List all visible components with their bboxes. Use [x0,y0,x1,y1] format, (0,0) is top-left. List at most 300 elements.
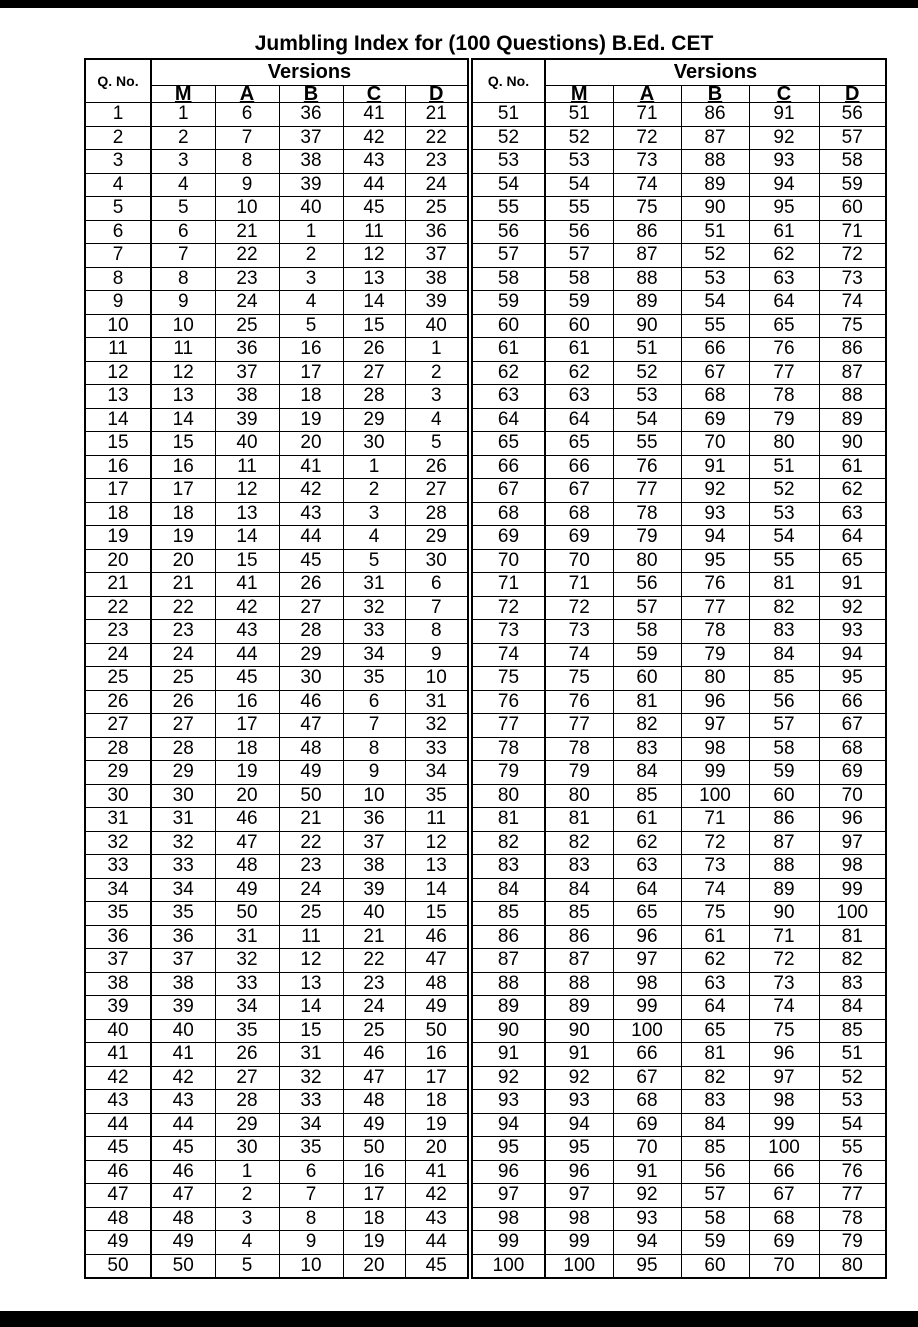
question-number-cell: 33 [85,855,151,879]
version-b-cell: 89 [681,173,749,197]
version-a-cell: 67 [613,1066,681,1090]
version-c-cell: 51 [749,455,819,479]
version-a-cell: 13 [215,502,279,526]
version-c-cell: 28 [343,385,405,409]
version-m-cell: 22 [151,596,215,620]
version-b-cell: 65 [681,1019,749,1043]
version-m-cell: 92 [545,1066,613,1090]
table-body-left [85,103,468,1279]
version-d-cell: 42 [405,1184,468,1208]
version-a-cell: 58 [613,620,681,644]
version-b-cell: 61 [681,925,749,949]
version-a-cell: 82 [613,714,681,738]
version-a-cell: 83 [613,737,681,761]
table-row [85,1090,468,1114]
version-d-cell: 59 [819,173,886,197]
version-d-cell: 81 [819,925,886,949]
version-b-cell: 14 [279,996,343,1020]
version-m-cell: 75 [545,667,613,691]
version-a-cell: 50 [215,902,279,926]
version-b-cell: 85 [681,1137,749,1161]
version-b-cell: 90 [681,197,749,221]
question-number-cell: 89 [472,996,545,1020]
version-b-cell: 12 [279,949,343,973]
version-header-b: B [681,86,749,103]
version-m-cell: 58 [545,267,613,291]
table-row [472,620,886,644]
table-row [85,761,468,785]
version-d-cell: 18 [405,1090,468,1114]
version-m-cell: 77 [545,714,613,738]
table-row [85,549,468,573]
version-a-cell: 46 [215,808,279,832]
version-c-cell: 52 [749,479,819,503]
version-m-cell: 66 [545,455,613,479]
question-number-cell: 95 [472,1137,545,1161]
version-b-cell: 27 [279,596,343,620]
version-d-cell: 32 [405,714,468,738]
version-c-cell: 88 [749,855,819,879]
table-row [472,878,886,902]
version-d-cell: 67 [819,714,886,738]
version-b-cell: 91 [681,455,749,479]
table-row [472,173,886,197]
version-a-cell: 56 [613,573,681,597]
version-d-cell: 85 [819,1019,886,1043]
version-c-cell: 63 [749,267,819,291]
version-m-cell: 51 [545,103,613,127]
version-c-cell: 76 [749,338,819,362]
version-b-cell: 35 [279,1137,343,1161]
version-b-cell: 46 [279,690,343,714]
table-row [85,1137,468,1161]
version-m-cell: 44 [151,1113,215,1137]
version-b-cell: 51 [681,220,749,244]
version-m-cell: 40 [151,1019,215,1043]
version-a-cell: 81 [613,690,681,714]
table-row [472,1043,886,1067]
table-row [85,126,468,150]
table-row [472,831,886,855]
version-b-cell: 96 [681,690,749,714]
version-b-cell: 92 [681,479,749,503]
version-b-cell: 99 [681,761,749,785]
question-number-cell: 5 [85,197,151,221]
version-m-cell: 21 [151,573,215,597]
version-a-cell: 9 [215,173,279,197]
version-a-cell: 47 [215,831,279,855]
version-d-cell: 52 [819,1066,886,1090]
version-c-cell: 74 [749,996,819,1020]
version-d-cell: 87 [819,361,886,385]
version-c-cell: 49 [343,1113,405,1137]
version-a-cell: 95 [613,1254,681,1278]
question-number-cell: 14 [85,408,151,432]
version-b-cell: 20 [279,432,343,456]
version-a-cell: 5 [215,1254,279,1278]
version-c-cell: 22 [343,949,405,973]
version-d-cell: 29 [405,526,468,550]
question-number-cell: 18 [85,502,151,526]
version-c-cell: 13 [343,267,405,291]
version-a-cell: 75 [613,197,681,221]
version-c-cell: 68 [749,1207,819,1231]
version-m-cell: 86 [545,925,613,949]
version-d-cell: 97 [819,831,886,855]
version-c-cell: 65 [749,314,819,338]
table-row [85,1254,468,1278]
version-a-cell: 51 [613,338,681,362]
version-m-cell: 30 [151,784,215,808]
table-row [472,526,886,550]
version-b-cell: 79 [681,643,749,667]
version-b-cell: 69 [681,408,749,432]
version-c-cell: 54 [749,526,819,550]
version-d-cell: 54 [819,1113,886,1137]
table-body-right [472,103,886,1279]
version-d-cell: 62 [819,479,886,503]
version-a-cell: 33 [215,972,279,996]
version-b-cell: 43 [279,502,343,526]
version-m-cell: 96 [545,1160,613,1184]
qno-header: Q. No. [85,59,151,103]
question-number-cell: 63 [472,385,545,409]
version-m-cell: 55 [545,197,613,221]
table-row [85,784,468,808]
question-number-cell: 87 [472,949,545,973]
version-c-cell: 36 [343,808,405,832]
table-row [472,1066,886,1090]
version-m-cell: 37 [151,949,215,973]
version-c-cell: 26 [343,338,405,362]
table-row [85,408,468,432]
version-m-cell: 42 [151,1066,215,1090]
version-a-cell: 38 [215,385,279,409]
version-a-cell: 69 [613,1113,681,1137]
version-m-cell: 72 [545,596,613,620]
version-a-cell: 96 [613,925,681,949]
version-a-cell: 32 [215,949,279,973]
version-d-cell: 22 [405,126,468,150]
version-d-cell: 69 [819,761,886,785]
table-row [472,479,886,503]
question-number-cell: 92 [472,1066,545,1090]
version-m-cell: 5 [151,197,215,221]
version-c-cell: 45 [343,197,405,221]
version-c-cell: 93 [749,150,819,174]
version-b-cell: 77 [681,596,749,620]
version-c-cell: 100 [749,1137,819,1161]
version-c-cell: 41 [343,103,405,127]
version-a-cell: 71 [613,103,681,127]
table-row [85,1043,468,1067]
version-b-cell: 82 [681,1066,749,1090]
table-row [85,455,468,479]
table-row [85,502,468,526]
question-number-cell: 60 [472,314,545,338]
version-m-cell: 90 [545,1019,613,1043]
question-number-cell: 59 [472,291,545,315]
version-a-cell: 2 [215,1184,279,1208]
version-m-cell: 12 [151,361,215,385]
question-number-cell: 29 [85,761,151,785]
version-a-cell: 64 [613,878,681,902]
question-number-cell: 44 [85,1113,151,1137]
version-b-cell: 44 [279,526,343,550]
version-a-cell: 84 [613,761,681,785]
question-number-cell: 66 [472,455,545,479]
table-row [85,385,468,409]
version-c-cell: 58 [749,737,819,761]
question-number-cell: 6 [85,220,151,244]
version-a-cell: 12 [215,479,279,503]
table-row [472,949,886,973]
version-m-cell: 69 [545,526,613,550]
table-row [85,573,468,597]
version-d-cell: 61 [819,455,886,479]
table-row [472,126,886,150]
version-m-cell: 60 [545,314,613,338]
version-c-cell: 37 [343,831,405,855]
version-d-cell: 6 [405,573,468,597]
question-number-cell: 75 [472,667,545,691]
version-d-cell: 82 [819,949,886,973]
version-a-cell: 88 [613,267,681,291]
version-d-cell: 86 [819,338,886,362]
question-number-cell: 39 [85,996,151,1020]
table-row [85,690,468,714]
version-d-cell: 51 [819,1043,886,1067]
version-d-cell: 13 [405,855,468,879]
version-a-cell: 22 [215,244,279,268]
version-d-cell: 55 [819,1137,886,1161]
version-d-cell: 39 [405,291,468,315]
version-c-cell: 80 [749,432,819,456]
question-number-cell: 1 [85,103,151,127]
table-row [85,1184,468,1208]
version-b-cell: 73 [681,855,749,879]
question-number-cell: 90 [472,1019,545,1043]
version-a-cell: 10 [215,197,279,221]
version-b-cell: 39 [279,173,343,197]
version-d-cell: 25 [405,197,468,221]
table-row [85,361,468,385]
version-a-cell: 53 [613,385,681,409]
version-m-cell: 13 [151,385,215,409]
table-row [472,1207,886,1231]
version-b-cell: 64 [681,996,749,1020]
question-number-cell: 50 [85,1254,151,1278]
version-b-cell: 10 [279,1254,343,1278]
version-a-cell: 99 [613,996,681,1020]
version-header-m: M [151,86,215,103]
version-b-cell: 31 [279,1043,343,1067]
table-row [472,1231,886,1255]
version-b-cell: 93 [681,502,749,526]
version-d-cell: 15 [405,902,468,926]
versions-header: Versions [545,59,886,86]
question-number-cell: 69 [472,526,545,550]
version-d-cell: 74 [819,291,886,315]
version-c-cell: 48 [343,1090,405,1114]
version-b-cell: 34 [279,1113,343,1137]
version-c-cell: 79 [749,408,819,432]
version-b-cell: 74 [681,878,749,902]
question-number-cell: 77 [472,714,545,738]
version-d-cell: 100 [819,902,886,926]
version-d-cell: 16 [405,1043,468,1067]
version-a-cell: 57 [613,596,681,620]
version-c-cell: 62 [749,244,819,268]
version-a-cell: 44 [215,643,279,667]
version-a-cell: 55 [613,432,681,456]
version-a-cell: 60 [613,667,681,691]
version-d-cell: 60 [819,197,886,221]
table-row [85,972,468,996]
version-b-cell: 76 [681,573,749,597]
version-m-cell: 65 [545,432,613,456]
version-c-cell: 16 [343,1160,405,1184]
table-row [472,667,886,691]
version-a-cell: 72 [613,126,681,150]
version-b-cell: 58 [681,1207,749,1231]
version-c-cell: 61 [749,220,819,244]
version-a-cell: 42 [215,596,279,620]
version-a-cell: 76 [613,455,681,479]
table-row [472,267,886,291]
version-b-cell: 52 [681,244,749,268]
question-number-cell: 65 [472,432,545,456]
version-header-a: A [215,86,279,103]
version-a-cell: 34 [215,996,279,1020]
version-m-cell: 85 [545,902,613,926]
question-number-cell: 40 [85,1019,151,1043]
question-number-cell: 45 [85,1137,151,1161]
table-row [85,220,468,244]
question-number-cell: 56 [472,220,545,244]
version-d-cell: 65 [819,549,886,573]
jumbling-table-left [84,58,469,1279]
version-d-cell: 37 [405,244,468,268]
table-row [85,1231,468,1255]
version-d-cell: 43 [405,1207,468,1231]
table-row [472,573,886,597]
question-number-cell: 16 [85,455,151,479]
version-b-cell: 6 [279,1160,343,1184]
version-m-cell: 79 [545,761,613,785]
version-b-cell: 45 [279,549,343,573]
version-d-cell: 80 [819,1254,886,1278]
version-c-cell: 35 [343,667,405,691]
version-d-cell: 38 [405,267,468,291]
version-d-cell: 40 [405,314,468,338]
table-row [85,1160,468,1184]
version-a-cell: 11 [215,455,279,479]
table-row [85,808,468,832]
version-b-cell: 30 [279,667,343,691]
table-row [85,925,468,949]
version-m-cell: 54 [545,173,613,197]
version-a-cell: 21 [215,220,279,244]
version-d-cell: 36 [405,220,468,244]
version-d-cell: 20 [405,1137,468,1161]
table-row [85,314,468,338]
question-number-cell: 35 [85,902,151,926]
version-a-cell: 77 [613,479,681,503]
version-b-cell: 2 [279,244,343,268]
version-b-cell: 17 [279,361,343,385]
version-d-cell: 48 [405,972,468,996]
bottom-border-bar [0,1311,918,1327]
version-d-cell: 88 [819,385,886,409]
version-c-cell: 42 [343,126,405,150]
question-number-cell: 74 [472,643,545,667]
version-header-d: D [819,86,886,103]
table-row [472,596,886,620]
question-number-cell: 21 [85,573,151,597]
version-b-cell: 67 [681,361,749,385]
version-d-cell: 14 [405,878,468,902]
version-m-cell: 76 [545,690,613,714]
question-number-cell: 7 [85,244,151,268]
version-c-cell: 75 [749,1019,819,1043]
version-b-cell: 87 [681,126,749,150]
version-d-cell: 44 [405,1231,468,1255]
table-row [472,338,886,362]
version-b-cell: 47 [279,714,343,738]
version-b-cell: 62 [681,949,749,973]
table-row [85,902,468,926]
version-b-cell: 15 [279,1019,343,1043]
question-number-cell: 76 [472,690,545,714]
version-d-cell: 12 [405,831,468,855]
version-c-cell: 39 [343,878,405,902]
version-c-cell: 44 [343,173,405,197]
version-m-cell: 7 [151,244,215,268]
version-m-cell: 95 [545,1137,613,1161]
version-d-cell: 79 [819,1231,886,1255]
version-d-cell: 1 [405,338,468,362]
version-d-cell: 73 [819,267,886,291]
version-d-cell: 95 [819,667,886,691]
version-m-cell: 32 [151,831,215,855]
question-number-cell: 2 [85,126,151,150]
version-b-cell: 95 [681,549,749,573]
question-number-cell: 93 [472,1090,545,1114]
version-b-cell: 78 [681,620,749,644]
version-c-cell: 34 [343,643,405,667]
version-m-cell: 61 [545,338,613,362]
version-d-cell: 53 [819,1090,886,1114]
version-m-cell: 48 [151,1207,215,1231]
question-number-cell: 13 [85,385,151,409]
version-b-cell: 100 [681,784,749,808]
question-number-cell: 19 [85,526,151,550]
version-c-cell: 31 [343,573,405,597]
question-number-cell: 17 [85,479,151,503]
version-a-cell: 41 [215,573,279,597]
version-m-cell: 18 [151,502,215,526]
table-row [472,432,886,456]
version-d-cell: 21 [405,103,468,127]
version-d-cell: 33 [405,737,468,761]
version-a-cell: 61 [613,808,681,832]
version-d-cell: 2 [405,361,468,385]
table-row [472,925,886,949]
version-c-cell: 98 [749,1090,819,1114]
version-m-cell: 28 [151,737,215,761]
version-m-cell: 82 [545,831,613,855]
